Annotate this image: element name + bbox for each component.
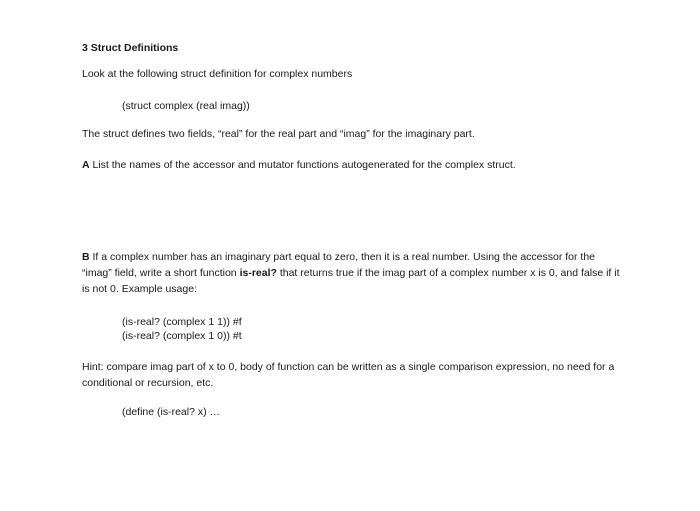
part-a-label: A <box>82 159 90 171</box>
intro-paragraph: Look at the following struct definition for complex numbers <box>82 68 353 80</box>
section-heading: 3 Struct Definitions <box>82 42 179 54</box>
define-stub-line: (define (is-real? x) … <box>122 406 221 418</box>
example-usage-2: (is-real? (complex 1 0)) #t <box>122 330 242 342</box>
part-b-label: B <box>82 251 90 263</box>
hint-paragraph: Hint: compare imag part of x to 0, body of function can be written as a single comparison expression, no need for a conditional or recursion, etc. <box>82 361 615 389</box>
part-a-text: List the names of the accessor and mutator functions autogenerated for the complex struct. <box>89 159 516 171</box>
fields-paragraph: The struct defines two fields, “real” for the real part and “imag” for the imaginary part. <box>82 128 475 140</box>
struct-code-line: (struct complex (real imag)) <box>122 100 250 112</box>
part-b-paragraph <box>82 249 622 297</box>
part-a-paragraph <box>82 157 516 173</box>
part-b-text-after: that returns true if the imag part of a complex number x is 0, and false if it is not 0. Example usage: <box>82 267 620 295</box>
function-name: is-real? <box>239 267 277 279</box>
example-usage-1: (is-real? (complex 1 1)) #f <box>122 316 242 328</box>
part-b-text-before: If a complex number has an imaginary part equal to zero, then it is a real number. Using the accessor for the “imag” field, write a short function <box>82 251 596 279</box>
